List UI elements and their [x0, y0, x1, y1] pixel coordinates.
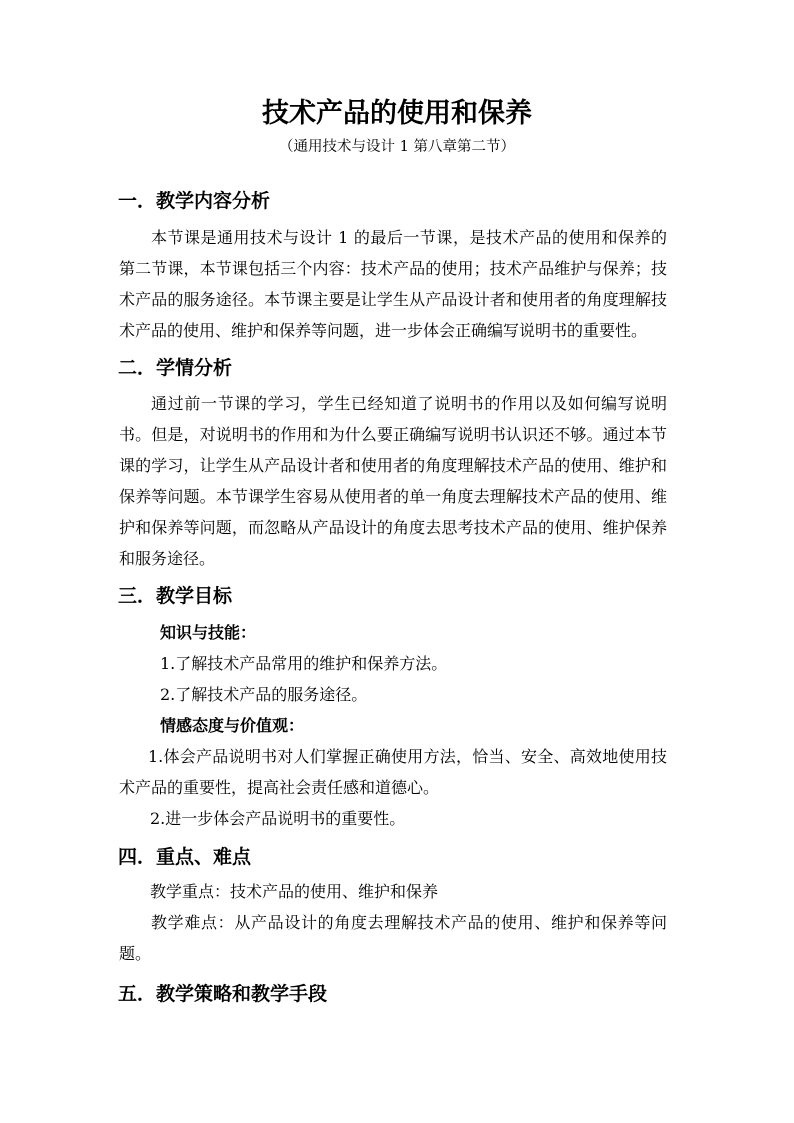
knowledge-skills-title: 知识与技能： — [160, 623, 257, 642]
knowledge-item-1: 1.了解技术产品常用的维护和保养方法。 — [160, 654, 448, 673]
attitude-values-title: 情感态度与价值观： — [160, 716, 305, 735]
section-heading-key-difficult: 四．重点、难点 — [118, 846, 252, 868]
knowledge-item-2: 2.了解技术产品的服务途径。 — [160, 685, 368, 704]
student-analysis-paragraph: 通过前一节课的学习，学生已经知道了说明书的作用以及如何编写说明书。但是，对说明书的作用和为什么要正确编写说明书认识还不够。通过本节课的学习，让学生从产品设计者和使用者的角度理解技术产品的使用、维护和保养等问题。本节课学生容易从使用者的单一角度去理解技术产品的使用、维护和保养等问题，而忽略从产品设计的角度去思考技术产品的使用、维护保养和服务途径。 — [119, 394, 667, 568]
section-heading-teaching-goals: 三．教学目标 — [118, 585, 233, 607]
attitude-item-2: 2.进一步体会产品说明书的重要性。 — [150, 809, 406, 828]
section-heading-strategy: 五．教学策略和教学手段 — [118, 983, 328, 1005]
attitude-item-1: 1.体会产品说明书对人们掌握正确使用方法，恰当、安全、高效地使用技术产品的重要性，提高社会责任感和道德心。 — [119, 747, 667, 797]
key-point: 教学重点：技术产品的使用、维护和保养 — [150, 882, 439, 901]
document-subtitle: （通用技术与设计 1 第八章第二节） — [279, 139, 515, 155]
content-analysis-paragraph: 本节课是通用技术与设计 1 的最后一节课，是技术产品的使用和保养的第二节课，本节课包括三个内容：技术产品的使用；技术产品维护与保养；技术产品的服务途径。本节课主要是让学生从产品设计者和使用者的角度理解技术产品的使用、维护和保养等问题，进一步体会正确编写说明书的重要性。 — [119, 228, 667, 340]
section-heading-student-analysis: 二．学情分析 — [118, 357, 233, 379]
difficult-point: 教学难点：从产品设计的角度去理解技术产品的使用、维护和保养等问题。 — [119, 913, 667, 963]
document-title: 技术产品的使用和保养 — [262, 98, 532, 129]
section-heading-content-analysis: 一．教学内容分析 — [118, 190, 271, 212]
